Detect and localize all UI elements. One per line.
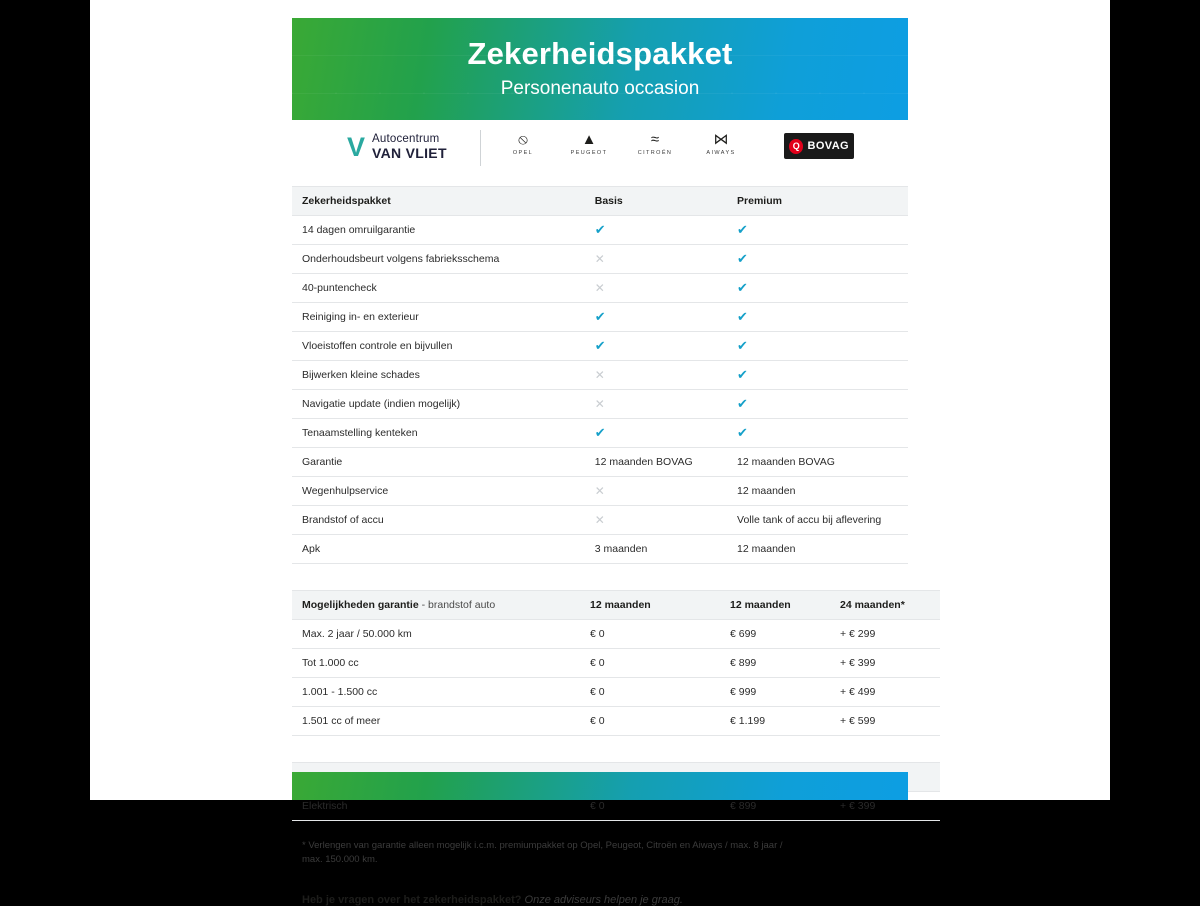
- cell-basis: [585, 390, 727, 419]
- cell-premium: Volle tank of accu bij aflevering: [727, 506, 908, 535]
- table-row: [292, 649, 940, 678]
- table-row: [292, 303, 908, 332]
- document-page: [90, 0, 1110, 906]
- cross-icon: ✕: [594, 483, 605, 498]
- vanvliet-mark-icon: V: [347, 131, 366, 162]
- column-header-feature: Zekerheidspakket: [292, 187, 585, 216]
- cell-price-1: € 0: [580, 620, 720, 649]
- table-row: [292, 620, 940, 649]
- brand-name: AIWAYS: [706, 150, 736, 156]
- brand-name: OPEL: [512, 150, 534, 156]
- row-label: Reiniging in- en exterieur: [292, 303, 585, 332]
- footnote-text: * Verlengen van garantie alleen mogelijk i.c.m. premiumpakket op Opel, Peugeot, Citroën en Aiways / max. 8 jaar / max. 150.000 km.: [302, 840, 783, 866]
- cell-premium: 12 maanden: [727, 477, 908, 506]
- row-label: Tot 1.000 cc: [292, 649, 580, 678]
- row-label: Navigatie update (indien mogelijk): [292, 390, 585, 419]
- fuel-warranty-table: [292, 590, 940, 736]
- check-icon: ✔: [737, 367, 748, 382]
- cell-basis: [585, 419, 727, 448]
- bovag-badge-icon: Q: [789, 139, 803, 154]
- check-icon: ✔: [594, 338, 606, 353]
- row-label: 14 dagen omruilgarantie: [292, 216, 585, 245]
- dealer-name-line1: Autocentrum: [372, 133, 440, 145]
- row-label: Onderhoudsbeurt volgens fabrieksschema: [292, 245, 585, 274]
- row-label: Wegenhulpservice: [292, 477, 585, 506]
- cell-price-2: € 999: [720, 678, 830, 707]
- cross-icon: ✕: [594, 512, 605, 527]
- row-label: Garantie: [292, 448, 585, 477]
- footer-bar: [292, 772, 908, 800]
- page-title: Zekerheidspakket: [467, 36, 733, 71]
- brand-logo-aiways: [698, 132, 744, 156]
- row-label: 40-puntencheck: [292, 274, 585, 303]
- cell-premium: [727, 245, 908, 274]
- cell-basis: [585, 361, 727, 390]
- table-row: [292, 678, 940, 707]
- contact-cta: [292, 894, 908, 906]
- section-gap: [292, 564, 908, 590]
- cell-premium: [727, 216, 908, 245]
- check-icon: ✔: [594, 222, 606, 237]
- brand-logos: [500, 132, 744, 156]
- page-subtitle: Personenauto occasion: [500, 78, 700, 99]
- cell-basis: [585, 245, 727, 274]
- header-banner: [292, 18, 908, 120]
- table-row: [292, 477, 908, 506]
- column-header-12m-a: 12 maanden: [580, 591, 720, 620]
- cell-premium: [727, 361, 908, 390]
- cell-basis: [585, 274, 727, 303]
- table-row: [292, 535, 908, 564]
- table-header-row: [292, 187, 908, 216]
- check-icon: ✔: [737, 309, 748, 324]
- table-row: [292, 245, 908, 274]
- table-row: [292, 216, 908, 245]
- cell-price-1: € 0: [580, 678, 720, 707]
- opel-logo-icon: ⦸: [518, 131, 528, 148]
- column-header-24m: 24 maanden*: [830, 591, 940, 620]
- cell-price-1: € 0: [580, 707, 720, 736]
- brand-logo-citroen: [632, 132, 678, 156]
- package-comparison-table: [292, 186, 908, 564]
- check-icon: ✔: [594, 425, 606, 440]
- cell-price-3: + € 299: [830, 620, 940, 649]
- brand-name: PEUGEOT: [570, 150, 608, 156]
- row-label: Tenaamstelling kenteken: [292, 419, 585, 448]
- row-label: Max. 2 jaar / 50.000 km: [292, 620, 580, 649]
- row-label: Vloeistoffen controle en bijvullen: [292, 332, 585, 361]
- cell-premium: 12 maanden: [727, 535, 908, 564]
- table-row: [292, 506, 908, 535]
- row-label: Elektrisch: [292, 792, 580, 821]
- table-row: [292, 419, 908, 448]
- cell-premium: [727, 332, 908, 361]
- table-row: [292, 274, 908, 303]
- cta-answer: Onze adviseurs helpen je graag.: [524, 893, 683, 906]
- cell-price-1: € 0: [580, 649, 720, 678]
- row-label: Bijwerken kleine schades: [292, 361, 585, 390]
- row-label: 1.001 - 1.500 cc: [292, 678, 580, 707]
- column-header-premium: Premium: [727, 187, 908, 216]
- table-row: [292, 448, 908, 477]
- dealer-wordmark: [372, 133, 447, 161]
- cell-price-3: + € 399: [830, 649, 940, 678]
- brand-logo-opel: [500, 132, 546, 156]
- table-row: [292, 390, 908, 419]
- check-icon: ✔: [594, 309, 606, 324]
- check-icon: ✔: [737, 396, 748, 411]
- dealer-logo: [347, 133, 447, 161]
- logo-strip: [292, 128, 908, 176]
- cell-premium: 12 maanden BOVAG: [727, 448, 908, 477]
- row-label: Apk: [292, 535, 585, 564]
- cell-price-2: € 899: [720, 649, 830, 678]
- aiways-logo-icon: ⋈: [713, 131, 729, 148]
- table-row: [292, 332, 908, 361]
- cell-price-3: + € 399: [830, 792, 940, 821]
- cell-premium: [727, 419, 908, 448]
- brand-name: CITROËN: [637, 150, 673, 156]
- cell-basis: [585, 332, 727, 361]
- cell-premium: [727, 390, 908, 419]
- cross-icon: ✕: [594, 367, 605, 382]
- table-header-row: [292, 591, 940, 620]
- column-header-options-fuel: [292, 591, 580, 620]
- check-icon: ✔: [737, 251, 748, 266]
- cell-basis: [585, 216, 727, 245]
- check-icon: ✔: [737, 338, 748, 353]
- peugeot-logo-icon: ▲: [581, 131, 597, 148]
- cell-price-3: + € 599: [830, 707, 940, 736]
- header-title: Mogelijkheden garantie: [302, 599, 419, 611]
- check-icon: ✔: [737, 280, 748, 295]
- brand-logo-peugeot: [566, 132, 612, 156]
- cell-price-2: € 899: [720, 792, 830, 821]
- header-subtitle: - brandstof auto: [418, 599, 496, 611]
- table-row: [292, 361, 908, 390]
- cell-basis: [585, 477, 727, 506]
- cell-price-3: + € 499: [830, 678, 940, 707]
- check-icon: ✔: [737, 222, 748, 237]
- citroen-logo-icon: ≈: [650, 131, 660, 148]
- section-gap: [292, 736, 908, 762]
- cross-icon: ✕: [594, 251, 605, 266]
- cell-price-2: € 699: [720, 620, 830, 649]
- logo-divider: [480, 130, 481, 166]
- row-label: 1.501 cc of meer: [292, 707, 580, 736]
- bovag-logo: [784, 133, 854, 159]
- cell-basis: 12 maanden BOVAG: [585, 448, 727, 477]
- cta-question: Heb je vragen over het zekerheidspakket?: [302, 893, 522, 906]
- cell-basis: 3 maanden: [585, 535, 727, 564]
- cross-icon: ✕: [594, 280, 605, 295]
- table-row: [292, 707, 940, 736]
- cell-premium: [727, 303, 908, 332]
- row-label: Brandstof of accu: [292, 506, 585, 535]
- cell-basis: [585, 303, 727, 332]
- cell-price-2: € 1.199: [720, 707, 830, 736]
- cross-icon: ✕: [594, 396, 605, 411]
- cell-basis: [585, 506, 727, 535]
- cell-price-1: € 0: [580, 792, 720, 821]
- dealer-name-line2: VAN VLIET: [372, 144, 447, 161]
- column-header-basis: Basis: [585, 187, 727, 216]
- bovag-label: BOVAG: [807, 140, 849, 152]
- cell-premium: [727, 274, 908, 303]
- check-icon: ✔: [737, 425, 748, 440]
- column-header-12m-b: 12 maanden: [720, 591, 830, 620]
